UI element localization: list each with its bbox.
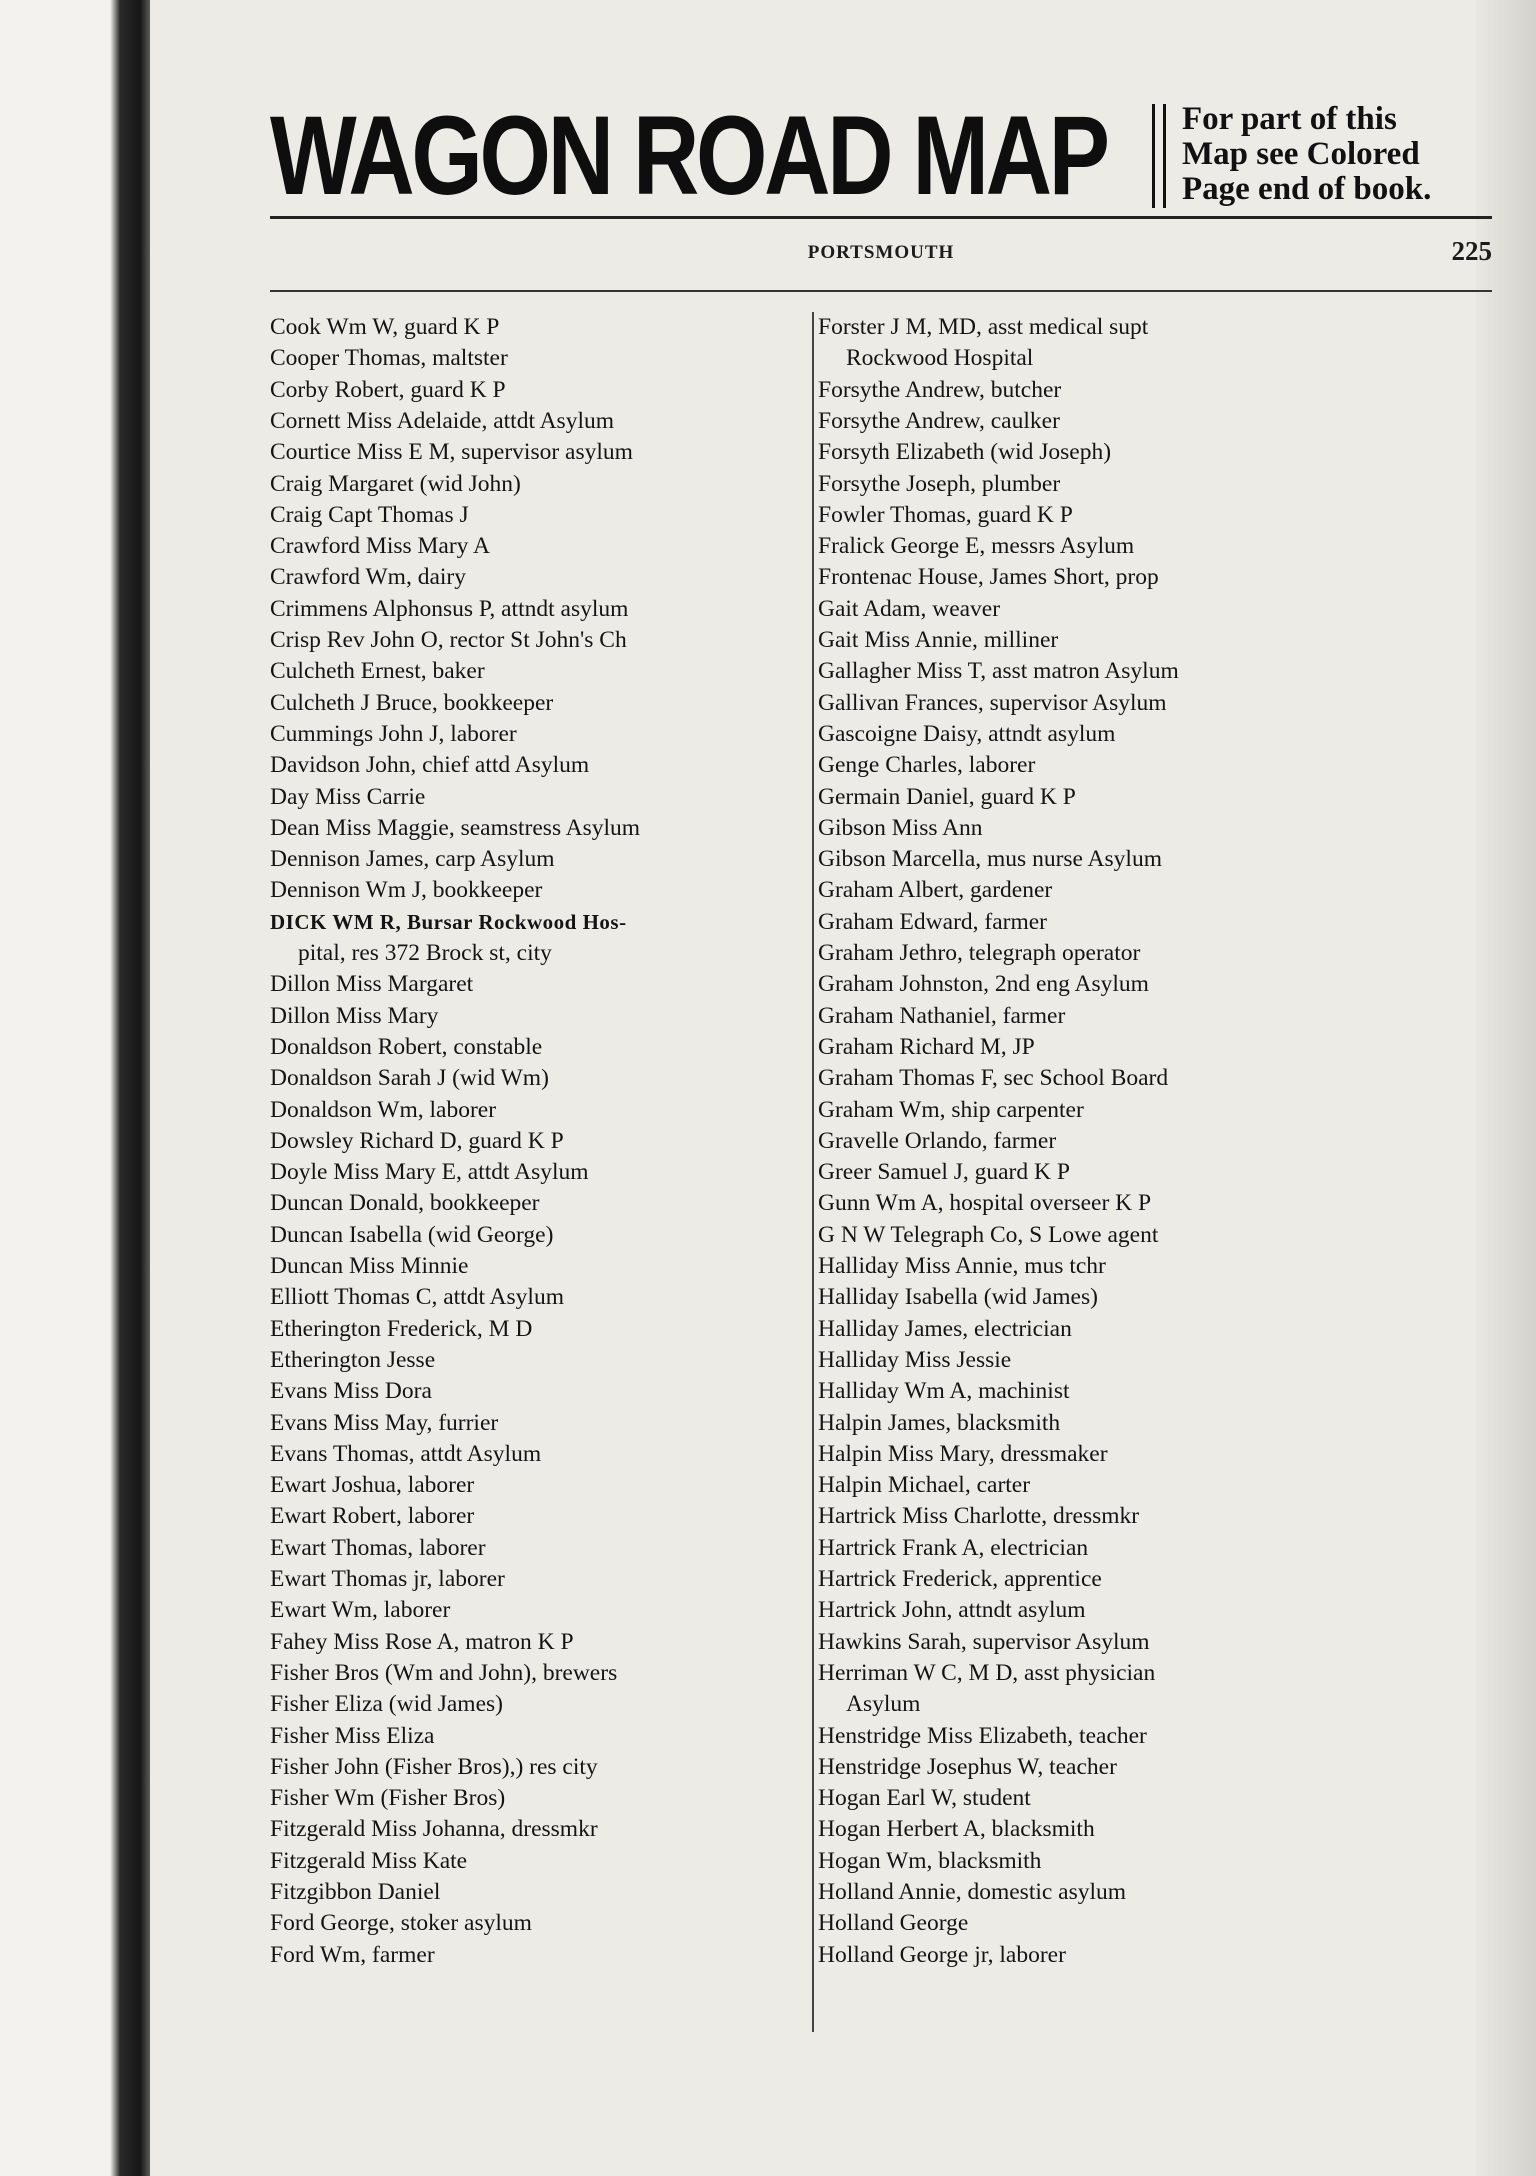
running-head-place: PORTSMOUTH — [807, 242, 955, 263]
directory-entry: Gascoigne Daisy, attndt asylum — [818, 720, 1116, 747]
directory-entry: Graham Wm, ship carpenter — [818, 1096, 1084, 1123]
directory-page — [150, 0, 1492, 2176]
directory-entry: Cook Wm W, guard K P — [270, 314, 500, 340]
directory-entry: Gibson Miss Ann — [818, 814, 983, 841]
directory-entry: Ford George, stoker asylum — [270, 1910, 532, 1937]
column-top-rule — [270, 290, 1492, 292]
directory-entry: Graham Thomas F, sec School Board — [818, 1065, 1169, 1092]
directory-entry: Graham Jethro, telegraph operator — [818, 940, 1141, 966]
directory-entry: Graham Albert, gardener — [818, 877, 1053, 904]
directory-entry: Duncan Donald, bookkeeper — [270, 1190, 540, 1217]
header-title: WAGON ROAD MAP — [270, 93, 1107, 218]
directory-entry: Frontenac House, James Short, prop — [818, 564, 1159, 591]
directory-entry: Crimmens Alphonsus P, attndt asylum — [270, 595, 629, 622]
directory-entry: Halpin James, blacksmith — [818, 1409, 1061, 1436]
page-header — [270, 93, 1494, 218]
directory-entry: Ewart Thomas jr, laborer — [270, 1566, 505, 1592]
header-note — [1182, 102, 1482, 207]
directory-entry: Craig Margaret (wid John) — [270, 470, 521, 497]
directory-entry: Day Miss Carrie — [270, 783, 426, 810]
running-head — [270, 234, 1492, 274]
directory-entry: Graham Nathaniel, farmer — [818, 1002, 1066, 1029]
directory-entry: Hogan Earl W, student — [818, 1785, 1031, 1812]
directory-entry: Ford Wm, farmer — [270, 1941, 435, 1968]
directory-entry: Herriman W C, M D, asst physician — [818, 1659, 1156, 1686]
directory-entry: Fisher Bros (Wm and John), brewers — [270, 1659, 618, 1686]
directory-entry: Culcheth J Bruce, bookkeeper — [270, 689, 554, 716]
directory-entry: Donaldson Robert, constable — [270, 1033, 543, 1060]
page-number: 225 — [1451, 236, 1492, 266]
directory-entry: Fitzgerald Miss Kate — [270, 1847, 468, 1874]
directory-entry: Hartrick Frederick, apprentice — [818, 1566, 1102, 1592]
directory-entry: Donaldson Wm, laborer — [270, 1096, 497, 1123]
directory-entry: Dillon Miss Margaret — [270, 971, 474, 998]
directory-entry: Davidson John, chief attd Asylum — [270, 752, 590, 779]
directory-entry: Etherington Frederick, M D — [270, 1315, 533, 1342]
directory-entry: Fisher Wm (Fisher Bros) — [270, 1785, 506, 1812]
header-rule — [270, 216, 1492, 219]
directory-entry: Hartrick Frank A, electrician — [818, 1534, 1089, 1561]
book-binding-shadow — [0, 0, 150, 2176]
directory-entry: Forsythe Joseph, plumber — [818, 470, 1061, 497]
directory-entry: Crisp Rev John O, rector St John's Ch — [270, 627, 627, 653]
directory-entry: Evans Thomas, attdt Asylum — [270, 1440, 542, 1467]
directory-entry: Gait Miss Annie, milliner — [818, 627, 1059, 653]
directory-entry: Duncan Miss Minnie — [270, 1253, 469, 1279]
left-column — [270, 312, 830, 2032]
directory-entry: Holland George jr, laborer — [818, 1941, 1066, 1968]
directory-entry: Hogan Wm, blacksmith — [818, 1847, 1042, 1874]
directory-entry: Culcheth Ernest, baker — [270, 658, 485, 685]
directory-entry: G N W Telegraph Co, S Lowe agent — [818, 1221, 1159, 1248]
directory-entry: Henstridge Miss Elizabeth, teacher — [818, 1722, 1147, 1749]
right-column — [818, 312, 1498, 2032]
directory-entry: Ewart Thomas, laborer — [270, 1534, 486, 1561]
directory-entry: Graham Johnston, 2nd eng Asylum — [818, 971, 1149, 998]
directory-entry: Genge Charles, laborer — [818, 752, 1036, 779]
directory-entry: Evans Miss May, furrier — [270, 1409, 499, 1436]
directory-entry: Halliday Miss Annie, mus tchr — [818, 1253, 1106, 1279]
directory-entry: Doyle Miss Mary E, attdt Asylum — [270, 1159, 589, 1186]
directory-entry: Fisher Eliza (wid James) — [270, 1691, 503, 1718]
directory-entry: Hartrick John, attndt asylum — [818, 1597, 1086, 1624]
directory-entry: Crawford Wm, dairy — [270, 564, 466, 591]
directory-entry: Gibson Marcella, mus nurse Asylum — [818, 846, 1162, 873]
directory-entry: Forsyth Elizabeth (wid Joseph) — [818, 439, 1112, 466]
directory-entry: Halliday Miss Jessie — [818, 1346, 1012, 1373]
directory-entry: Dennison James, carp Asylum — [270, 846, 555, 873]
directory-entry: Cooper Thomas, maltster — [270, 345, 508, 372]
directory-entry: Ewart Joshua, laborer — [270, 1472, 475, 1499]
directory-entry: Forster J M, MD, asst medical supt — [818, 314, 1149, 340]
directory-entry: Fahey Miss Rose A, matron K P — [270, 1628, 574, 1655]
directory-entry: Henstridge Josephus W, teacher — [818, 1753, 1117, 1780]
directory-entry: Asylum — [846, 1691, 921, 1718]
directory-entry: Craig Capt Thomas J — [270, 501, 469, 528]
header-note-line: For part of this — [1182, 101, 1397, 137]
directory-entry: Fitzgibbon Daniel — [270, 1879, 441, 1905]
directory-entry: Halliday Wm A, machinist — [818, 1378, 1070, 1405]
directory-entry: Graham Edward, farmer — [818, 908, 1048, 935]
directory-entry: Elliott Thomas C, attdt Asylum — [270, 1284, 564, 1311]
directory-entry: Etherington Jesse — [270, 1346, 436, 1373]
directory-entry: Gallagher Miss T, asst matron Asylum — [818, 658, 1179, 685]
directory-entry: Graham Richard M, JP — [818, 1033, 1035, 1060]
directory-entry: Halpin Michael, carter — [818, 1472, 1031, 1499]
column-divider — [812, 312, 814, 2032]
header-note-line: Map see Colored — [1182, 136, 1420, 172]
directory-entry: Fitzgerald Miss Johanna, dressmkr — [270, 1816, 598, 1843]
directory-entry: Germain Daniel, guard K P — [818, 783, 1076, 810]
header-note-line: Page end of book. — [1182, 171, 1432, 207]
directory-entry: Gallivan Frances, supervisor Asylum — [818, 689, 1167, 716]
directory-entry: Holland George — [818, 1910, 969, 1937]
directory-entry: Corby Robert, guard K P — [270, 376, 506, 403]
directory-entry: Dowsley Richard D, guard K P — [270, 1127, 564, 1154]
directory-entry: pital, res 372 Brock st, city — [298, 940, 552, 966]
directory-entry: Halliday James, electrician — [818, 1315, 1072, 1342]
directory-entry: Fisher John (Fisher Bros),) res city — [270, 1753, 598, 1780]
directory-entry: Ewart Wm, laborer — [270, 1597, 451, 1624]
directory-entry: Halpin Miss Mary, dressmaker — [818, 1440, 1108, 1467]
directory-entry: Fisher Miss Eliza — [270, 1722, 435, 1749]
directory-entry: Hartrick Miss Charlotte, dressmkr — [818, 1503, 1140, 1530]
header-separator — [1152, 104, 1166, 208]
directory-entry: Hogan Herbert A, blacksmith — [818, 1816, 1095, 1843]
directory-entry: Duncan Isabella (wid George) — [270, 1221, 554, 1248]
directory-entry: Forsythe Andrew, butcher — [818, 376, 1062, 403]
directory-entry: DICK WM R, Bursar Rockwood Hos- — [270, 909, 627, 934]
directory-entry: Dillon Miss Mary — [270, 1002, 439, 1029]
directory-entry: Forsythe Andrew, caulker — [818, 407, 1060, 434]
directory-entry: Greer Samuel J, guard K P — [818, 1159, 1070, 1186]
directory-entry: Gunn Wm A, hospital overseer K P — [818, 1190, 1152, 1217]
directory-entry: Holland Annie, domestic asylum — [818, 1879, 1127, 1905]
directory-entry: Hawkins Sarah, supervisor Asylum — [818, 1628, 1150, 1655]
directory-entry: Dennison Wm J, bookkeeper — [270, 877, 543, 904]
directory-entry: Cummings John J, laborer — [270, 720, 517, 747]
directory-entry: Crawford Miss Mary A — [270, 533, 490, 560]
directory-entry: Rockwood Hospital — [846, 345, 1034, 372]
directory-entry: Ewart Robert, laborer — [270, 1503, 475, 1530]
directory-entry: Fowler Thomas, guard K P — [818, 501, 1073, 528]
directory-entry: Courtice Miss E M, supervisor asylum — [270, 439, 633, 466]
directory-entry: Gait Adam, weaver — [818, 595, 1001, 622]
directory-entry: Donaldson Sarah J (wid Wm) — [270, 1065, 549, 1092]
directory-entry: Fralick George E, messrs Asylum — [818, 533, 1135, 560]
directory-entry: Dean Miss Maggie, seamstress Asylum — [270, 814, 641, 841]
directory-entry: Gravelle Orlando, farmer — [818, 1127, 1057, 1154]
directory-entry: Evans Miss Dora — [270, 1378, 432, 1405]
directory-entry: Halliday Isabella (wid James) — [818, 1284, 1098, 1311]
directory-entry: Cornett Miss Adelaide, attdt Asylum — [270, 407, 614, 434]
